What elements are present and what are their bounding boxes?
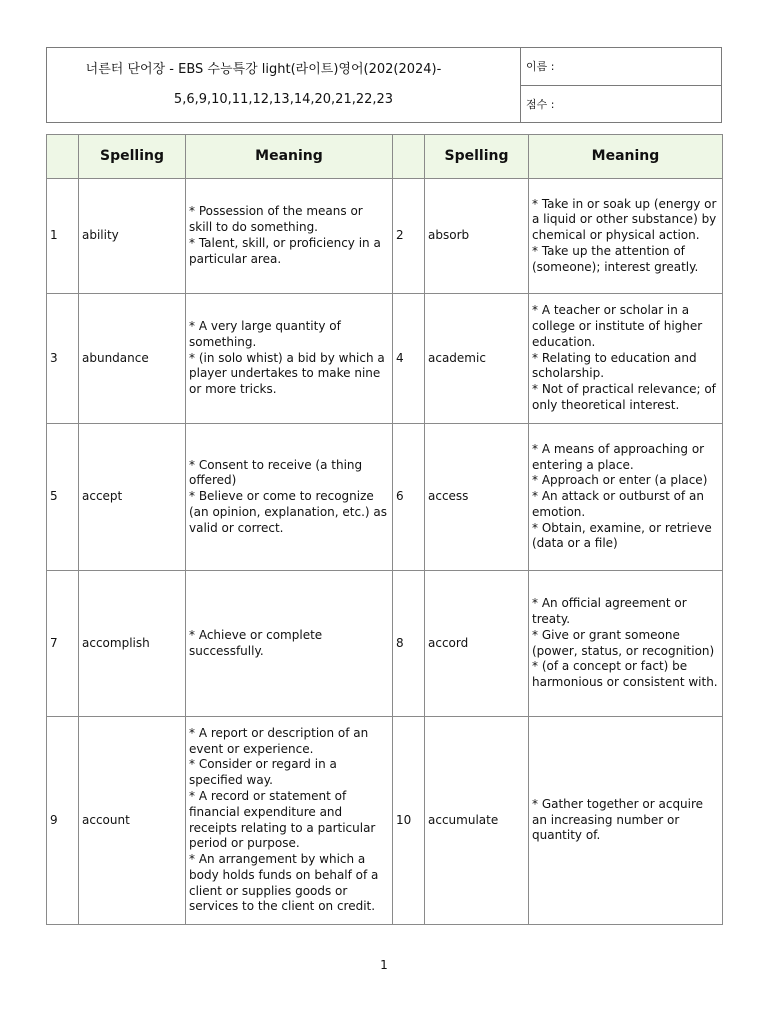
entry-meaning <box>529 424 723 571</box>
entry-spelling: absorb <box>425 179 529 294</box>
meaning-header-left: Meaning <box>186 135 393 179</box>
score-label: 점수 : <box>526 97 555 111</box>
title-line-1: 너른터 단어장 - EBS 수능특강 light(라이트)영어(202(2024)- <box>85 62 442 77</box>
meaning-definition: * An arrangement by which a body holds funds on behalf of a client or supplies goods or services to the client on credit. <box>189 852 379 914</box>
meaning-definition: * Consider or regard in a specified way. <box>189 757 337 788</box>
table-row <box>47 571 723 717</box>
score-field[interactable] <box>521 85 721 123</box>
entry-spelling: abundance <box>79 294 186 424</box>
meaning-definition: * (in solo whist) a bid by which a player undertakes to make nine or more tricks. <box>189 350 385 397</box>
meaning-definition: * Give or grant someone (power, status, or recognition) <box>532 627 715 658</box>
entry-spelling: accumulate <box>425 717 529 925</box>
entry-spelling: ability <box>79 179 186 294</box>
meaning-definition: * A teacher or scholar in a college or institute of higher education. <box>532 303 703 349</box>
entry-meaning <box>186 179 393 294</box>
name-label: 이름 : <box>526 60 555 74</box>
entry-meaning <box>529 294 723 424</box>
spelling-header-left: Spelling <box>79 135 186 179</box>
entry-number: 9 <box>47 717 79 925</box>
entry-spelling: accord <box>425 571 529 717</box>
entry-meaning <box>186 294 393 424</box>
meaning-definition: * (of a concept or fact) be harmonious or consistent with. <box>532 659 718 690</box>
entry-number: 7 <box>47 571 79 717</box>
meaning-definition: * Talent, skill, or proficiency in a particular area. <box>189 236 381 266</box>
meaning-definition: * A report or description of an event or experience. <box>189 725 369 756</box>
entry-number: 3 <box>47 294 79 424</box>
worksheet-title <box>47 48 521 122</box>
entry-spelling: access <box>425 424 529 571</box>
name-field[interactable] <box>521 48 721 85</box>
table-row <box>47 294 723 424</box>
meaning-definition: * An attack or outburst of an emotion. <box>532 489 704 519</box>
worksheet-header <box>46 47 722 123</box>
entry-spelling: account <box>79 717 186 925</box>
meaning-definition: * A very large quantity of something. <box>189 319 341 349</box>
meaning-definition: * Approach or enter (a place) <box>532 473 708 488</box>
entry-meaning <box>529 717 723 925</box>
page-number: 1 <box>380 958 388 972</box>
entry-number: 10 <box>393 717 425 925</box>
meaning-definition: * A record or statement of financial expenditure and receipts relating to a particular period or purpose. <box>189 788 376 851</box>
meaning-definition: * Obtain, examine, or retrieve (data or a file) <box>532 520 712 551</box>
meaning-definition: * A means of approaching or entering a place. <box>532 441 705 472</box>
entry-spelling: accept <box>79 424 186 571</box>
meaning-definition: * Relating to education and scholarship. <box>532 350 697 381</box>
number-header-left <box>47 135 79 179</box>
entry-number: 5 <box>47 424 79 571</box>
entry-number: 2 <box>393 179 425 294</box>
entry-spelling: accomplish <box>79 571 186 717</box>
meaning-header-right: Meaning <box>529 135 723 179</box>
entry-number: 6 <box>393 424 425 571</box>
entry-meaning <box>529 179 723 294</box>
entry-spelling: academic <box>425 294 529 424</box>
meaning-definition: * Achieve or complete successfully. <box>189 627 323 658</box>
table-row <box>47 717 723 925</box>
table-row <box>47 179 723 294</box>
entry-number: 1 <box>47 179 79 294</box>
number-header-right <box>393 135 425 179</box>
entry-meaning <box>186 571 393 717</box>
meaning-definition: * Not of practical relevance; of only theoretical interest. <box>532 382 716 412</box>
spelling-header-right: Spelling <box>425 135 529 179</box>
title-line-2: 5,6,9,10,11,12,13,14,20,21,22,23 <box>173 92 394 107</box>
meaning-definition: * Believe or come to recognize (an opinion, explanation, etc.) as valid or correct. <box>189 489 388 535</box>
entry-meaning <box>186 717 393 925</box>
meaning-definition: * Gather together or acquire an increasing number or quantity of. <box>532 796 704 843</box>
entry-number: 8 <box>393 571 425 717</box>
table-header-row <box>47 135 723 179</box>
table-row <box>47 424 723 571</box>
meaning-definition: * Consent to receive (a thing offered) <box>189 457 363 488</box>
vocabulary-table <box>46 134 723 925</box>
meaning-definition: * An official agreement or treaty. <box>532 596 687 626</box>
meaning-definition: * Take in or soak up (energy or a liquid or other substance) by chemical or physical action. <box>532 196 717 243</box>
entry-meaning <box>529 571 723 717</box>
entry-number: 4 <box>393 294 425 424</box>
entry-meaning <box>186 424 393 571</box>
meaning-definition: * Possession of the means or skill to do something. <box>189 204 363 235</box>
name-score-box <box>521 48 721 122</box>
meaning-definition: * Take up the attention of (someone); interest greatly. <box>532 243 699 274</box>
